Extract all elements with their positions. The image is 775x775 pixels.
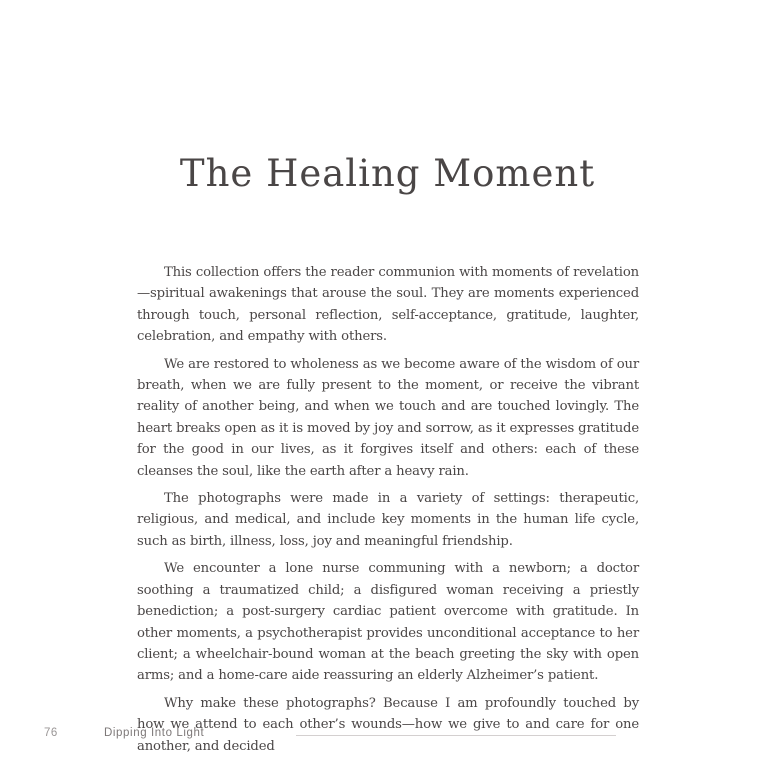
body-text [137, 262, 639, 763]
paragraph: We encounter a lone nurse communing with a newborn; a doctor soothing a traumatized child; a disfigured woman receiving a priestly benediction; a post-surgery cardiac patient overcome with gratitude. In other moments, a psychotherapist provides unconditional acceptance to her client; a wheelchair-bound woman at the beach greeting the sky with open arms; and a home-care aide reassuring an elderly Alzheimer’s patient. [137, 561, 639, 684]
page-number: 76 [44, 727, 58, 739]
paragraph: This collection offers the reader communion with moments of revelation—spiritual awakenings that arouse the soul. They are moments experienced through touch, personal reflection, self-acceptance, gratitude, laughter, celebration, and empathy with others. [137, 265, 639, 345]
page-footer [0, 727, 775, 747]
paragraph: Why make these photographs? Because I am profoundly touched by how we attend to each other’s wounds—how we give to and care for one another, and decided [137, 695, 639, 754]
running-title: Dipping Into Light [104, 727, 205, 739]
chapter-title: The Healing Moment [179, 152, 596, 195]
paragraph: The photographs were made in a variety of settings: therapeutic, religious, and medical, and include key moments in the human life cycle, such as birth, illness, loss, joy and meaningful friendship. [137, 491, 639, 549]
footer-rule [296, 735, 616, 736]
paragraph: We are restored to wholeness as we become aware of the wisdom of our breath, when we are fully present to the moment, or receive the vibrant reality of another being, and when we touch and are touched lovingly. The heart breaks open as it is moved by joy and sorrow, as it expresses gratitude for the good in our lives, as it forgives itself and others: each of these cleanses the soul, like the earth after a heavy rain. [137, 356, 639, 479]
